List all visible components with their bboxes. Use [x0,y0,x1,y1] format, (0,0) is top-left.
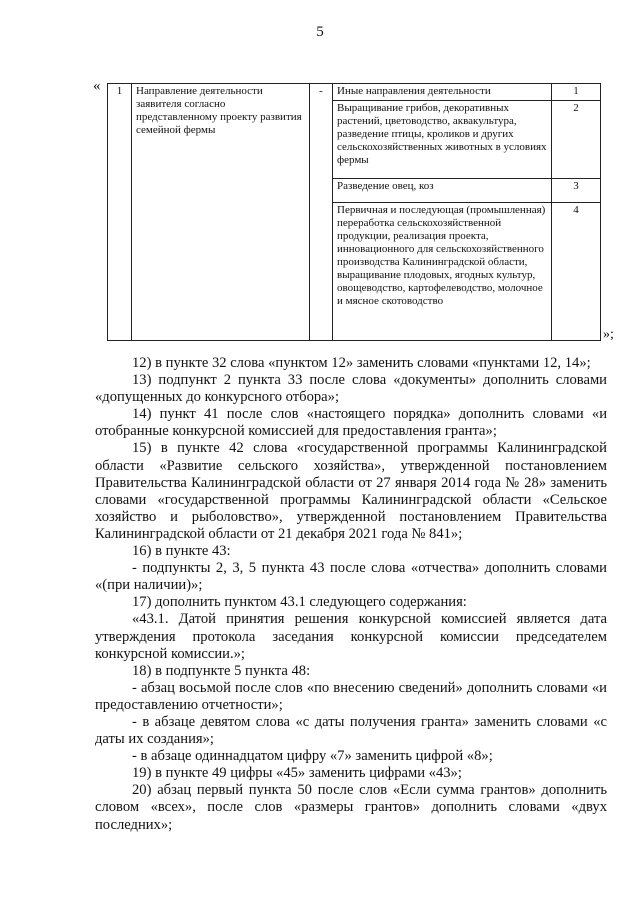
amendment-paragraph: - в абзаце девятом слова «с даты получения гранта» заменить словами «с даты их создания»; [95,713,607,748]
amendment-paragraph: 19) в пункте 49 цифры «45» заменить цифрами «43»; [132,765,462,782]
grant-direction-table [107,83,601,341]
row-number-cell: 1 [108,84,132,341]
direction-cell: Направление деятельности заявителя согласно представленному проекту развития семейной фермы [132,84,310,341]
amendment-paragraph: 16) в пункте 43: [132,543,231,560]
amendment-paragraph: - в абзаце одиннадцатом цифру «7» заменить цифрой «8»; [132,748,493,765]
amendment-paragraph: 14) пункт 41 после слов «настоящего порядка» дополнить словами «и отобранные конкурсной комиссией для предоставления гранта»; [95,406,607,440]
page-number: 5 [316,24,324,40]
table-row [108,84,601,101]
value-cell: 3 [552,179,601,203]
amendment-paragraph: 15) в пункте 42 слова «государственной программы Калининградской области «Развитие сельского хозяйства», утвержденной постановлением Правительства Калининградской области от 27 января 2014 года № 28» заменить словами «государственной программы Калининградской области «Сельское хозяйство и рыболовство», утвержденной постановлением Правительства Калининградской области от 21 декабря 2021 года № 841»; [95,440,607,542]
amendment-list [95,355,607,834]
amendment-paragraph: - абзац восьмой после слов «по внесению сведений» дополнить словами «и предоставлению отчетности»; [95,679,607,713]
amendment-paragraph: 12) в пункте 32 слова «пунктом 12» заменить словами «пунктами 12, 14»; [132,355,591,371]
value-cell: 1 [552,84,601,101]
activity-cell: Иные направления деятельности [333,84,552,101]
value-cell: 4 [552,203,601,341]
amendment-paragraph: 13) подпункт 2 пункта 33 после слова «документы» дополнить словами «допущенных до конкурсного отбора»; [95,372,607,406]
amendment-paragraph: «43.1. Датой принятия решения конкурсной комиссией является дата утверждения протокола заседания конкурсной комиссии председателем конкурсной комиссии.»; [95,611,607,662]
table-open-quote: « [93,78,101,94]
amendment-paragraph: - подпункты 2, 3, 5 пункта 43 после слова «отчества» дополнить словами «(при наличии)»; [95,560,607,594]
table-close-quote: »; [603,327,614,342]
amendment-paragraph: 17) дополнить пунктом 43.1 следующего содержания: [132,594,467,611]
activity-cell: Выращивание грибов, декоративных растений, цветоводство, аквакультура, разведение птицы, кроликов и других сельскохозяйственных животных в условиях фермы [333,101,552,179]
amendment-paragraph: 18) в подпункте 5 пункта 48: [132,662,311,679]
activity-cell: Разведение овец, коз [333,179,552,203]
activity-cell: Первичная и последующая (промышленная) переработка сельскохозяйственной продукции, реализация проекта, инновационного для сельскохозяйственного производства Калининградской области, выращивание плодовых, ягодных культур, овощеводство, картофелеводство, молочное и мясное скотоводство [333,203,552,341]
amendment-paragraph: 20) абзац первый пункта 50 после слов «Если сумма грантов» дополнить словом «всех», после слов «размеры грантов» дополнить словами «двух последних»; [95,782,607,833]
dash-cell: - [310,84,333,341]
value-cell: 2 [552,101,601,179]
